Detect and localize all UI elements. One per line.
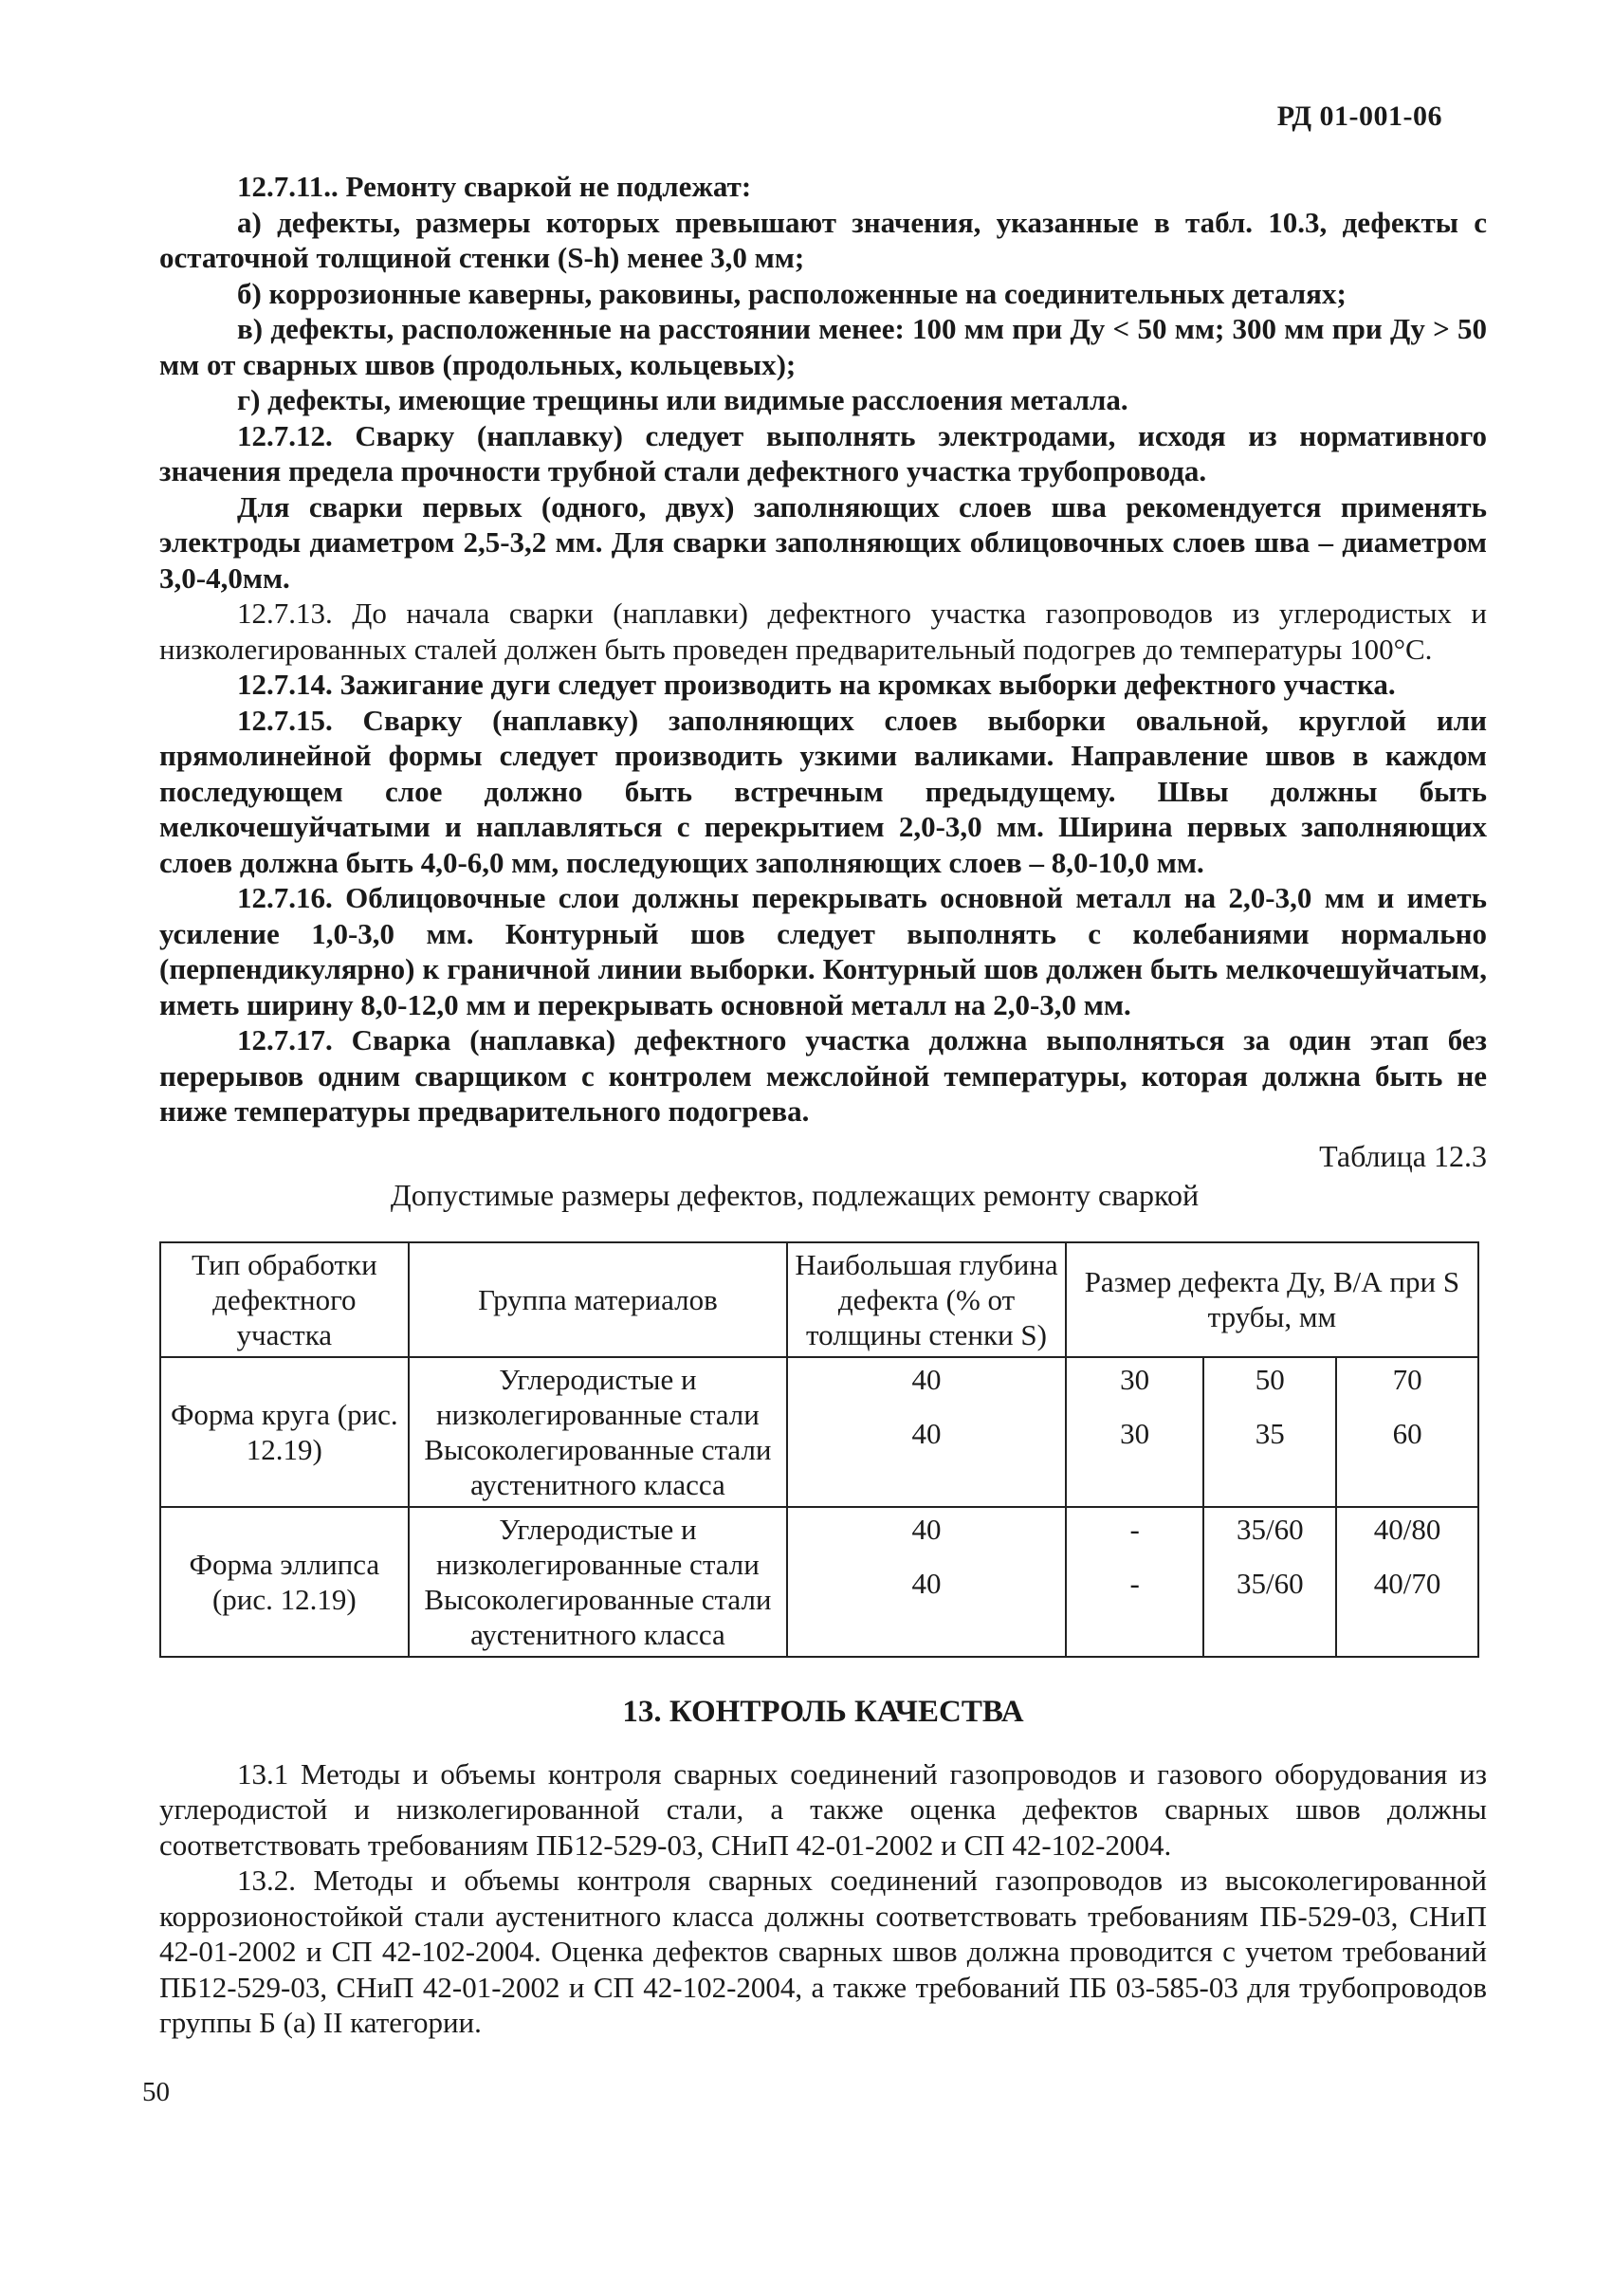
size-value: 50 [1255,1362,1285,1396]
cell-size-3 [1336,1357,1478,1507]
size-value: - [1129,1566,1140,1600]
paragraph-12-7-17: 12.7.17. Сварка (наплавка) дефектного участка должна выполняться за один этап без перерывов одним сварщиком с контролем межслойной температуры, которая должна быть не ниже температуры предварительного подогрева. [159,1023,1487,1128]
header-material: Группа материалов [409,1242,788,1357]
table-title: Допустимые размеры дефектов, подлежащих ремонту сваркой [390,1177,1200,1212]
material-line: Углеродистые и низколегированные стали [436,1362,760,1431]
paragraphs-top [159,169,1487,1130]
paragraph-12-7-11-v: в) дефекты, расположенные на расстоянии менее: 100 мм при Ду < 50 мм; 300 мм при Ду > 50 мм от сварных швов (продольных, кольцевых); [159,312,1487,381]
defects-table [159,1241,1479,1658]
paragraph-12-7-14: 12.7.14. Зажигание дуги следует производить на кромках выборки дефектного участка. [237,668,1396,701]
cell-treatment: Форма эллипса (рис. 12.19) [160,1507,409,1657]
cell-treatment: Форма круга (рис. 12.19) [160,1357,409,1507]
size-value: - [1129,1512,1140,1546]
paragraph-12-7-15: 12.7.15. Сварку (наплавку) заполняющих слоев выборки овальной, круглой или прямолинейной формы следует производить узкими валиками. Направление швов в каждом последующем слое должно быть встречным предыдущему. Швы должны быть мелкочешуйчатыми и наплавляться с перекрытием 2,0-3,0 мм. Ширина первых заполняющих слоев должна быть 4,0-6,0 мм, последующих заполняющих слоев – 8,0-10,0 мм. [159,703,1487,879]
size-value: 40/80 [1373,1512,1441,1546]
header-size: Размер дефекта Ду, В/А при S трубы, мм [1066,1242,1478,1357]
depth-value: 40 [911,1512,942,1546]
depth-value: 40 [911,1362,942,1396]
size-value: 40/70 [1373,1566,1441,1600]
table-header-row [160,1242,1478,1357]
table-row [160,1507,1478,1657]
size-value: 35/60 [1236,1566,1304,1600]
size-value: 35 [1255,1416,1285,1450]
paragraph-12-7-16: 12.7.16. Облицовочные слои должны перекрывать основной металл на 2,0-3,0 мм и иметь усиление 1,0-3,0 мм. Контурный шов следует выполнять с колебаниями нормально (перпендикулярно) к граничной линии выборки. Контурный шов должен быть мелкочешуйчатым, иметь ширину 8,0-12,0 мм и перекрывать основной металл на 2,0-3,0 мм. [159,881,1487,1021]
cell-size-2 [1203,1507,1336,1657]
cell-material [409,1507,788,1657]
paragraph-12-7-11-g: г) дефекты, имеющие трещины или видимые расслоения металла. [237,383,1128,416]
material-line: Высоколегированные стали аустенитного класса [424,1432,772,1501]
size-value: 60 [1392,1416,1422,1450]
cell-depth [787,1357,1066,1507]
cell-size-1 [1066,1507,1204,1657]
material-line: Высоколегированные стали аустенитного класса [424,1582,772,1651]
material-line: Углеродистые и низколегированные стали [436,1512,760,1581]
cell-size-1 [1066,1357,1204,1507]
document-body [159,169,1487,2041]
paragraph-12-7-11: 12.7.11.. Ремонту сваркой не подлежат: [237,170,752,203]
paragraph-13-1: 13.1 Методы и объемы контроля сварных соединений газопроводов и газового оборудования из углеродистой и низколегированной стали, а также оценка дефектов сварных швов должны соответствовать требованиям ПБ12-529-03, СНиП 42-01-2002 и СП 42-102-2004. [159,1756,1487,1862]
table-row [160,1357,1478,1507]
paragraph-12-7-11-b: б) коррозионные каверны, раковины, расположенные на соединительных деталях; [237,276,1347,310]
size-value: 35/60 [1236,1512,1304,1546]
depth-value: 40 [911,1566,942,1600]
paragraph-12-7-13: 12.7.13. До начала сварки (наплавки) дефектного участка газопроводов из углеродистых и низколегированных сталей должен быть проведен предварительный подогрев до температуры 100°С. [159,597,1487,666]
paragraph-electrodes: Для сварки первых (одного, двух) заполняющих слоев шва рекомендуется применять электроды диаметром 2,5-3,2 мм. Для сварки заполняющих облицовочных слоев шва – диаметром 3,0-4,0мм. [159,489,1487,595]
size-value: 30 [1120,1362,1150,1396]
header-treatment: Тип обработки дефектного участка [160,1242,409,1357]
page-number: 50 [142,2077,170,2107]
section-title: 13. КОНТРОЛЬ КАЧЕСТВА [622,1694,1024,1729]
cell-material [409,1357,788,1507]
cell-size-2 [1203,1357,1336,1507]
cell-depth [787,1507,1066,1657]
size-value: 70 [1392,1362,1422,1396]
paragraph-12-7-11-a: а) дефекты, размеры которых превышают значения, указанные в табл. 10.3, дефекты с остаточной толщиной стенки (S-h) менее 3,0 мм; [159,205,1487,274]
table-number: Таблица 12.3 [1319,1138,1487,1173]
paragraph-13-2: 13.2. Методы и объемы контроля сварных соединений газопроводов из высоколегированной коррозионостойкой стали аустенитного класса должны соответствовать требованиям ПБ-529-03, СНиП 42-01-2002 и СП 42-102-2004. Оценка дефектов сварных швов должна проводится с учетом требований ПБ12-529-03, СНиП 42-01-2002 и СП 42-102-2004, а также требований ПБ 03-585-03 для трубопроводов группы Б (а) II категории. [159,1864,1487,2039]
paragraph-12-7-12: 12.7.12. Сварку (наплавку) следует выполнять электродами, исходя из нормативного значения предела прочности трубной стали дефектного участка трубопровода. [159,418,1487,487]
size-value: 30 [1120,1416,1150,1450]
document-code: РД 01-001-06 [1276,101,1442,132]
cell-size-3 [1336,1507,1478,1657]
header-depth: Наибольшая глубина дефекта (% от толщины стенки S) [787,1242,1066,1357]
depth-value: 40 [911,1416,942,1450]
paragraphs-bottom [159,1756,1487,2041]
